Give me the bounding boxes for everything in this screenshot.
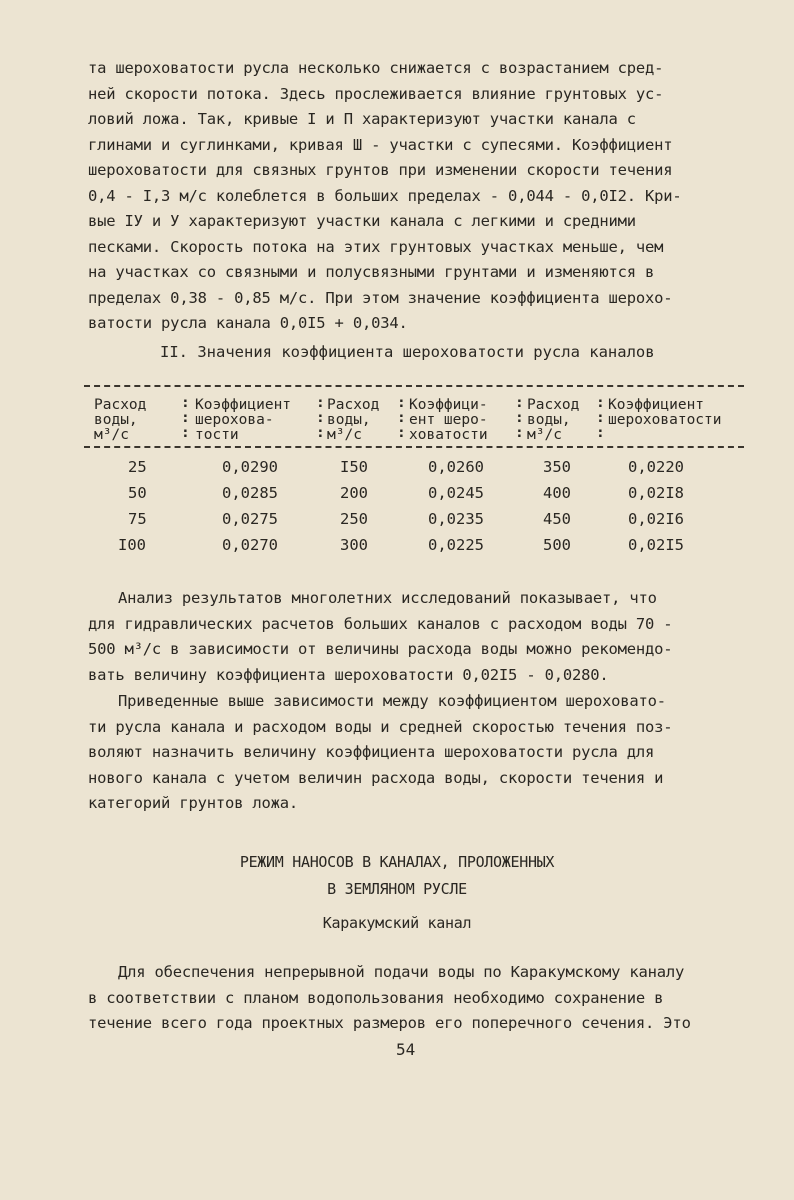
table-cell: 0,0225: [428, 536, 484, 554]
column-separator: : : :: [316, 395, 325, 441]
text-line: та шероховатости русла несколько снижается с возрастанием сред-: [88, 59, 664, 77]
header-flow-2: Расход воды, м³/с: [327, 397, 380, 443]
header-coef-1: Коэффициент шерохова- тости: [195, 397, 292, 443]
section-title-cont: В ЗЕМЛЯНОМ РУСЛЕ: [327, 880, 467, 898]
table-cell: 0,0285: [222, 484, 278, 502]
table-cell: 300: [340, 536, 368, 554]
text-line: воляют назначить величину коэффициента шероховатости русла для: [88, 743, 655, 761]
table-cell: 0,02I6: [628, 510, 684, 528]
text-line: глинами и суглинками, кривая Ш - участки с супесями. Коэффициент: [88, 135, 673, 154]
paragraph-analysis: [88, 586, 768, 688]
text-line: в соответствии с планом водопользования необходимо сохранение в: [88, 988, 664, 1007]
table-cell: 400: [543, 484, 571, 502]
text-line: вые IУ и У характеризуют участки канала с легкими и средними: [88, 212, 636, 230]
text-line: Приведенные выше зависимости между коэффициентом шероховато-: [118, 692, 666, 710]
table-cell: 0,02I5: [628, 536, 684, 554]
table-cell: I50: [340, 458, 368, 476]
text-line: песками. Скорость потока на этих грунтовых участках меньше, чем: [88, 237, 664, 256]
text-line: ловий ложа. Так, кривые I и П характеризуют участки канала с: [88, 110, 636, 128]
page-number: 54: [396, 1040, 416, 1059]
section-subtitle: Каракумский канал: [322, 914, 472, 932]
table-top-rule: [84, 385, 744, 387]
header-coef-2: Коэффици- ент шеро- ховатости: [409, 397, 488, 443]
table-cell: 200: [340, 484, 368, 502]
table-cell: 75: [128, 510, 147, 528]
section-title: РЕЖИМ НАНОСОВ В КАНАЛАХ, ПРОЛОЖЕННЫХ: [239, 853, 555, 871]
table-cell: 0,0270: [222, 536, 278, 554]
header-flow-1: Расход воды, м³/с: [94, 397, 147, 443]
table-cell: 450: [543, 510, 571, 528]
table-cell: 0,0290: [222, 458, 278, 476]
table-header-rule: [84, 446, 744, 448]
table-cell: 50: [128, 484, 147, 502]
paragraph-dependencies: [88, 689, 768, 817]
table-cell: 0,0220: [628, 458, 684, 476]
table-cell: 350: [543, 458, 571, 476]
text-line: ней скорости потока. Здесь прослеживается влияние грунтовых ус-: [88, 84, 664, 103]
text-line: 0,4 - I,3 м/с колеблется в больших пределах - 0,044 - 0,0I2. Кри-: [88, 186, 682, 205]
text-line: на участках со связными и полусвязными грунтами и изменяются в: [88, 263, 655, 281]
text-line: 500 м³/с в зависимости от величины расхода воды можно рекомендо-: [88, 640, 673, 658]
text-line: шероховатости для связных грунтов при изменении скорости течения: [88, 161, 673, 179]
header-flow-3: Расход воды, м³/с: [527, 397, 580, 443]
table-cell: 250: [340, 510, 368, 528]
column-separator: : : :: [596, 395, 605, 441]
paragraph-roughness-soils: [88, 56, 768, 337]
text-line: ти русла канала и расходом воды и средней скоростью течения поз-: [88, 717, 673, 736]
table-cell: 500: [543, 536, 571, 554]
column-separator: : : :: [397, 395, 406, 441]
text-line: Анализ результатов многолетних исследований показывает, что: [118, 589, 657, 607]
text-line: для гидравлических расчетов больших каналов с расходом воды 70 -: [88, 614, 673, 633]
text-line: пределах 0,38 - 0,85 м/с. При этом значение коэффициента шерохо-: [88, 288, 673, 307]
paragraph-continuous-supply: [88, 960, 768, 1037]
text-line: течение всего года проектных размеров его поперечного сечения. Это: [88, 1014, 691, 1032]
text-line: Для обеспечения непрерывной подачи воды по Каракумскому каналу: [118, 963, 685, 981]
column-separator: : : :: [181, 395, 190, 441]
table-cell: 25: [128, 458, 147, 476]
text-line: категорий грунтов ложа.: [88, 794, 299, 812]
text-line: ватости русла канала 0,0I5 + 0,034.: [88, 314, 408, 332]
table-cell: 0,0275: [222, 510, 278, 528]
table-cell: 0,0260: [428, 458, 484, 476]
text-line: вать величину коэффициента шероховатости 0,02I5 - 0,0280.: [88, 665, 609, 684]
column-separator: : : :: [515, 395, 524, 441]
table-cell: I00: [118, 536, 146, 554]
table-cell: 0,0245: [428, 484, 484, 502]
header-coef-3: Коэффициент шероховатости: [608, 397, 722, 428]
table-cell: 0,02I8: [628, 484, 684, 502]
table-caption: II. Значения коэффициента шероховатости русла каналов: [160, 343, 655, 361]
table-cell: 0,0235: [428, 510, 484, 528]
text-line: нового канала с учетом величин расхода воды, скорости течения и: [88, 768, 664, 787]
